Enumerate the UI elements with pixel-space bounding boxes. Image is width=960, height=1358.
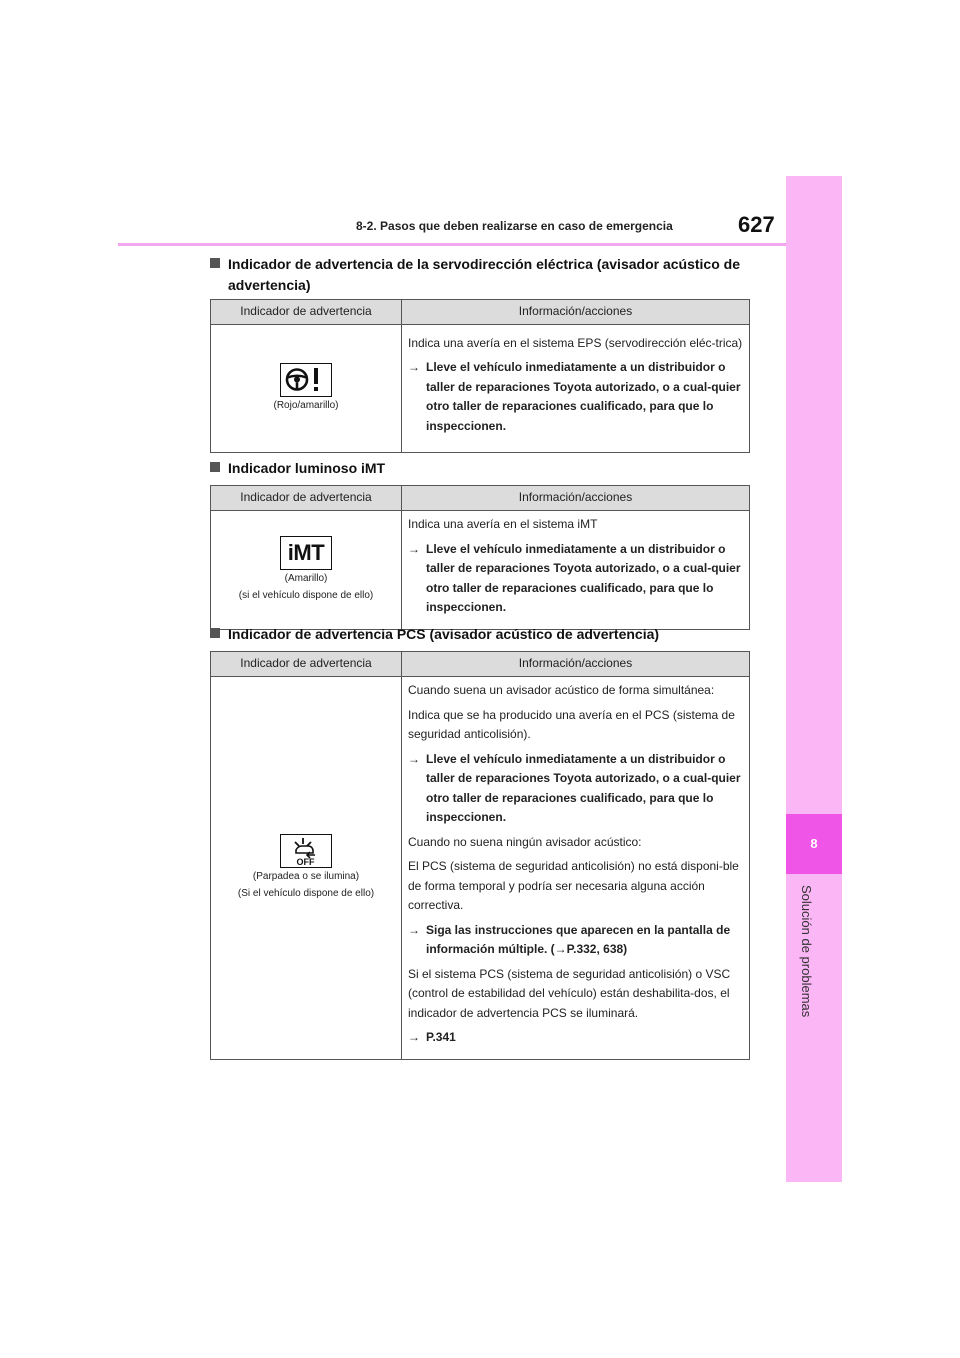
info-text: Si el sistema PCS (sistema de seguridad anticolisión) o VSC (control de estabilidad del vehículo) están deshabilita-dos, el indicador de advertencia PCS se iluminará. bbox=[408, 966, 731, 1020]
page-reference-link[interactable]: P.341 bbox=[426, 1030, 456, 1044]
col-header-info: Información/acciones bbox=[402, 652, 750, 677]
table-header-row bbox=[211, 652, 750, 677]
eps-warning-table bbox=[210, 299, 750, 453]
pcs-off-icon bbox=[280, 834, 332, 868]
table-header-row bbox=[211, 300, 750, 325]
arrow-right-icon: → bbox=[408, 541, 420, 556]
info-text: Cuando no suena ningún avisador acústico: bbox=[408, 834, 642, 849]
info-cell bbox=[402, 325, 750, 453]
action-text: → Lleve el vehículo inmediatamente a un distribuidor o taller de reparaciones Toyota autorizado, o a cual-quier otro taller de reparaciones cualificado, para que lo inspeccionen. bbox=[408, 360, 741, 433]
chapter-number: 8 bbox=[810, 836, 818, 851]
imt-icon: iMT bbox=[280, 536, 332, 570]
info-text: Indica que se ha producido una avería en el PCS (sistema de seguridad anticolisión). bbox=[408, 707, 735, 741]
imt-warning-table bbox=[210, 485, 750, 630]
bullet-square-icon bbox=[210, 628, 220, 638]
bullet-square-icon bbox=[210, 462, 220, 472]
indicator-cell bbox=[211, 677, 402, 1060]
col-header-info: Información/acciones bbox=[402, 486, 750, 511]
indicator-cell bbox=[211, 511, 402, 630]
indicator-cell bbox=[211, 325, 402, 453]
chapter-side-tab bbox=[786, 176, 842, 1182]
arrow-right-icon: → bbox=[408, 360, 420, 375]
page-number: 627 bbox=[738, 212, 775, 237]
info-cell bbox=[402, 511, 750, 630]
info-text: Cuando suena un avisador acústico de forma simultánea: bbox=[408, 683, 715, 697]
section-title: 8-2. Pasos que deben realizarse en caso de emergencia bbox=[356, 219, 673, 233]
action-text: → Lleve el vehículo inmediatamente a un distribuidor o taller de reparaciones Toyota autorizado, o a cual-quier otro taller de reparaciones cualificado, para que lo inspeccionen. bbox=[408, 541, 741, 614]
pcs-warning-table bbox=[210, 651, 750, 1060]
arrow-right-icon: → bbox=[408, 922, 420, 937]
col-header-info: Información/acciones bbox=[402, 300, 750, 325]
table-row bbox=[211, 511, 750, 630]
col-header-indicator: Indicador de advertencia bbox=[211, 486, 402, 511]
steering-warning-icon bbox=[280, 363, 332, 397]
header-rule bbox=[118, 243, 786, 246]
icon-caption-color: (Amarillo) bbox=[284, 572, 328, 584]
table-row bbox=[211, 325, 750, 453]
info-text: El PCS (sistema de seguridad anticolisión) no está disponi-ble de forma temporal y podría ser necesaria alguna acción correctiva. bbox=[408, 859, 739, 912]
info-cell bbox=[402, 677, 750, 1060]
table-header-row bbox=[211, 486, 750, 511]
arrow-right-icon: → bbox=[554, 942, 567, 956]
section-heading-imt: Indicador luminoso iMT bbox=[210, 458, 750, 479]
arrow-right-icon: → bbox=[408, 1030, 420, 1044]
action-text: → Siga las instrucciones que aparecen en la pantalla de información múltiple. (→P.332, 638) bbox=[408, 922, 731, 956]
col-header-indicator: Indicador de advertencia bbox=[211, 652, 402, 677]
icon-caption-state: (Parpadea o se ilumina) bbox=[252, 870, 360, 882]
section-heading-eps: Indicador de advertencia de la servodirección eléctrica (avisador acústico de advertencia) bbox=[210, 254, 750, 296]
icon-caption-color: (Rojo/amarillo) bbox=[273, 400, 339, 411]
table-row bbox=[211, 677, 750, 1060]
arrow-right-icon: → bbox=[408, 751, 420, 766]
icon-caption-availability: (si el vehículo dispone de ello) bbox=[238, 589, 374, 601]
icon-caption-availability: (Si el vehículo dispone de ello) bbox=[237, 887, 375, 899]
info-text: Indica una avería en el sistema iMT bbox=[408, 517, 598, 531]
section-heading-pcs: Indicador de advertencia PCS (avisador acústico de advertencia) bbox=[210, 624, 750, 645]
bullet-square-icon bbox=[210, 258, 220, 268]
info-text: Indica una avería en el sistema EPS (servodirección eléc-trica) bbox=[408, 335, 743, 350]
icon-off-label: OFF bbox=[296, 856, 315, 866]
chapter-title: Solución de problemas bbox=[799, 885, 814, 1018]
col-header-indicator: Indicador de advertencia bbox=[211, 300, 402, 325]
action-text: → Lleve el vehículo inmediatamente a un distribuidor o taller de reparaciones Toyota autorizado, o a cual-quier otro taller de reparaciones cualificado, para que lo inspeccionen. bbox=[408, 751, 741, 824]
page-reference-link[interactable]: P.332, 638) bbox=[566, 942, 628, 956]
action-text bbox=[408, 1028, 743, 1048]
